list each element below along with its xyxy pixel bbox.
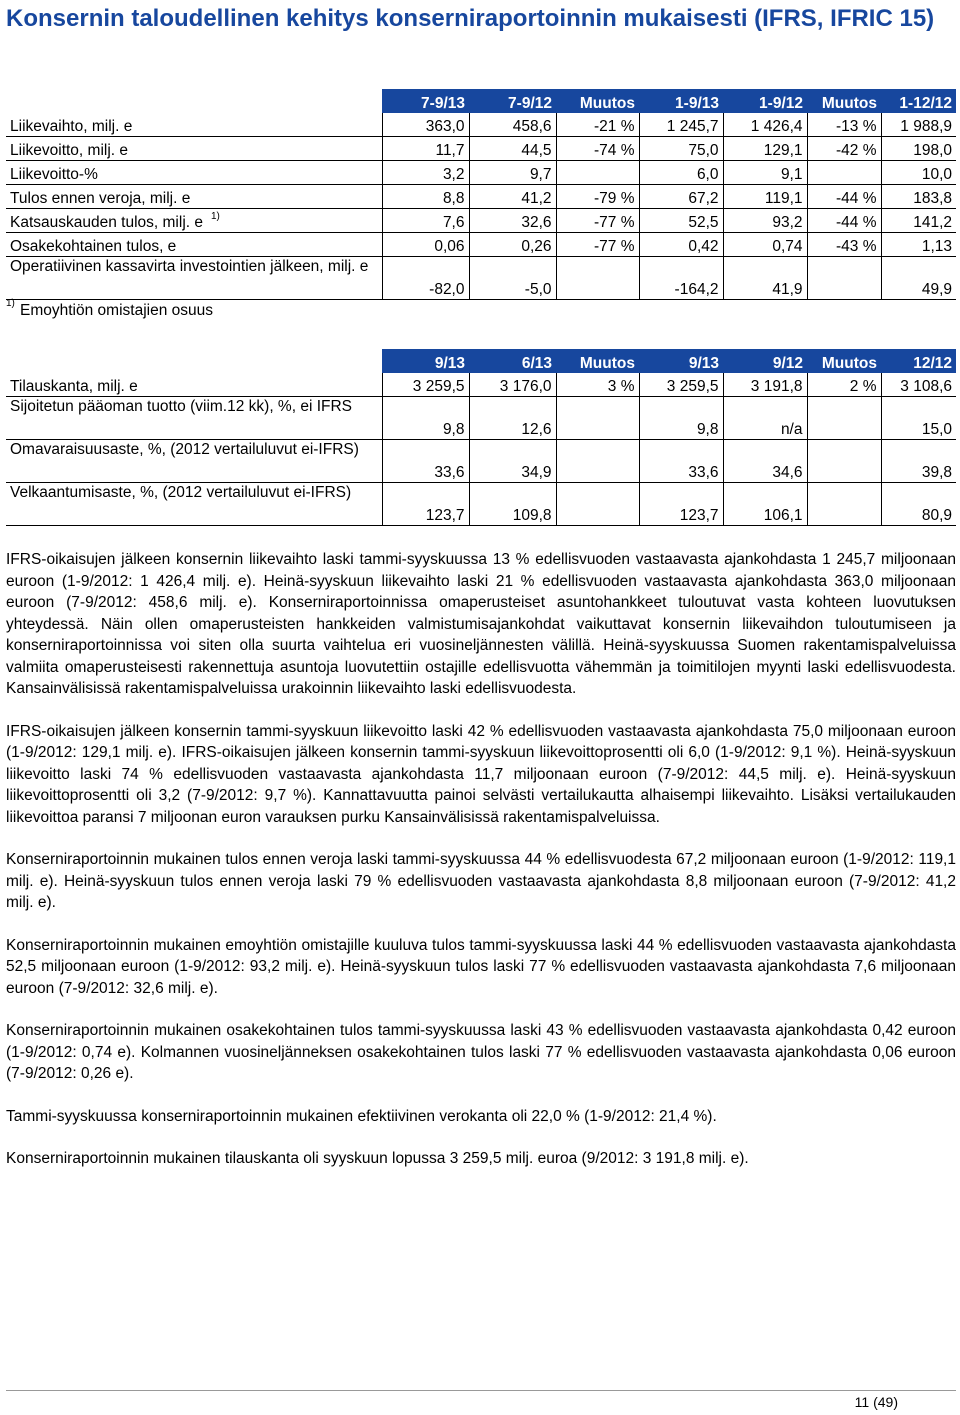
table-row — [6, 373, 956, 397]
column-header: Muutos — [556, 349, 639, 373]
table-cell: -77 % — [556, 209, 639, 233]
footer-rule — [6, 1390, 956, 1391]
column-header: 7-9/13 — [382, 89, 469, 113]
table-cell: 109,8 — [469, 483, 556, 526]
table-header-row — [6, 349, 956, 373]
table-cell: 198,0 — [881, 137, 956, 161]
paragraph: Konserniraportoinnin mukainen tilauskanta oli syyskuun lopussa 3 259,5 milj. euroa (9/2012: 3 191,8 milj. e). — [6, 1150, 749, 1167]
table-cell: 41,2 — [469, 185, 556, 209]
table-cell: 3 259,5 — [382, 373, 469, 397]
table-cell: -79 % — [556, 185, 639, 209]
row-label-text: Omavaraisuusaste, %, (2012 vertailuluvut ei-IFRS) — [10, 441, 359, 458]
table-cell: 15,0 — [881, 397, 956, 440]
column-header: 12/12 — [881, 349, 956, 373]
table-cell: 10,0 — [881, 161, 956, 185]
table-row — [6, 113, 956, 137]
row-label-text: Tulos ennen veroja, milj. e — [10, 190, 191, 207]
paragraph: Tammi-syyskuussa konserniraportoinnin mukainen efektiivinen verokanta oli 22,0 % (1-9/2012: 21,4 %). — [6, 1107, 717, 1125]
row-label — [6, 185, 382, 209]
paragraph: Konserniraportoinnin mukainen osakekohtainen tulos tammi-syyskuussa laski 43 % edellisvuoden vastaavasta ajankohdasta 0,42 euroon (1-9/2012: 0,74 e). Kolmannen vuosineljänneksen osakekohtainen tulos laski 77 % edellisvuoden vastaavasta ajankohdasta 0,06 euroon (7-9/2012: 0,26 e). — [6, 1022, 956, 1082]
table-cell: 9,8 — [382, 397, 469, 440]
row-label-text: Liikevoitto-% — [10, 166, 98, 183]
table-cell: 34,9 — [469, 440, 556, 483]
column-header: 7-9/12 — [469, 89, 556, 113]
table-cell: 3 259,5 — [639, 373, 723, 397]
column-header: 9/12 — [723, 349, 807, 373]
table-cell — [807, 257, 881, 300]
table-cell: 1,13 — [881, 233, 956, 257]
table-cell: 123,7 — [639, 483, 723, 526]
table-header-row — [6, 89, 956, 113]
spacer — [6, 322, 956, 349]
table-cell: 6,0 — [639, 161, 723, 185]
header-blank — [6, 89, 382, 113]
table-cell: 1 245,7 — [639, 113, 723, 137]
table-row — [6, 185, 956, 209]
table-row — [6, 440, 956, 483]
row-label-text: Katsauskauden tulos, milj. e — [10, 214, 203, 231]
paragraph: IFRS-oikaisujen jälkeen konsernin liikevaihto laski tammi-syyskuussa 13 % edellisvuoden vastaavasta ajankohdasta 1 245,7 miljoonaan euroon (1-9/2012: 1 426,4 milj. e). Heinä-syyskuun liikevaihto laski 21 % edellisvuoden vastaavasta ajankohdasta 363,0 miljoonaan euroon (7-9/2012: 458,6 milj. e). Konserniraportoinnissa omaperusteiset asuntohankkeet tuloutuvat vasta kohteen luovutuksen yhteydessä. Näin ollen omaperusteisten hankkeiden valmistumisajankohdat vaikuttavat konsernin liikevaihdon tuloutumiseen ja konserniraportoinnissa voi siten olla suurta vaihtelua eri vuosineljännesten välillä. Heinä-syyskuussa Suomen rakentamispalveluissa valmiita omaperusteisesti rakennettuja asuntoja luovutettiin ostajille edellisvuotta vähemmän ja toimitilojen myynti laski edellisvuodesta. Kansainvälisissä rakentamispalveluissa urakoinnin liikevaihto laski edellisvuodesta. — [6, 551, 956, 697]
table-cell: 129,1 — [723, 137, 807, 161]
table-row — [6, 233, 956, 257]
table-cell — [556, 397, 639, 440]
table-cell: 3 % — [556, 373, 639, 397]
row-label — [6, 257, 382, 300]
row-label — [6, 373, 382, 397]
table-cell: 32,6 — [469, 209, 556, 233]
table-cell: 0,42 — [639, 233, 723, 257]
table-cell: 49,9 — [881, 257, 956, 300]
row-label — [6, 209, 382, 233]
table-cell: -5,0 — [469, 257, 556, 300]
report-page — [6, 0, 956, 1191]
table-cell: 1 988,9 — [881, 113, 956, 137]
page-title: Konsernin taloudellinen kehitys konserniraportoinnin mukaisesti (IFRS, IFRIC 15) — [6, 5, 935, 32]
table-cell — [807, 397, 881, 440]
table-cell: 9,8 — [639, 397, 723, 440]
table-cell: 3,2 — [382, 161, 469, 185]
table-cell: 183,8 — [881, 185, 956, 209]
table-cell: 3 108,6 — [881, 373, 956, 397]
column-header: 9/13 — [639, 349, 723, 373]
column-header: 1-12/12 — [881, 89, 956, 113]
column-header: 9/13 — [382, 349, 469, 373]
table-cell: -74 % — [556, 137, 639, 161]
table-cell: 1 426,4 — [723, 113, 807, 137]
table-row — [6, 209, 956, 233]
row-label — [6, 137, 382, 161]
row-label-text: Osakekohtainen tulos, e — [10, 238, 177, 255]
order-backlog-table — [6, 349, 956, 526]
table-cell: 3 191,8 — [723, 373, 807, 397]
row-label — [6, 440, 382, 483]
table-cell — [556, 161, 639, 185]
table-row — [6, 397, 956, 440]
row-label-text: Tilauskanta, milj. e — [10, 378, 138, 395]
table-cell: -13 % — [807, 113, 881, 137]
paragraph: Konserniraportoinnin mukainen emoyhtiön omistajille kuuluva tulos tammi-syyskuussa laski 44 % edellisvuoden vastaavasta ajankohdasta 52,5 miljoonaan euroon (1-9/2012: 93,2 milj. e). Heinä-syyskuun tulos laski 77 % edellisvuoden vastaavasta ajankohdasta 7,6 miljoonaan euroon (7-9/2012: 32,6 milj. e). — [6, 936, 956, 997]
body-text — [6, 549, 956, 1170]
table-cell: 52,5 — [639, 209, 723, 233]
table-cell: 458,6 — [469, 113, 556, 137]
table-cell: -77 % — [556, 233, 639, 257]
table-cell — [556, 257, 639, 300]
column-header: 6/13 — [469, 349, 556, 373]
row-label — [6, 113, 382, 137]
table-row — [6, 257, 956, 300]
footnote-text: Emoyhtiön omistajien osuus — [20, 302, 213, 319]
table-cell: 3 176,0 — [469, 373, 556, 397]
table-cell: 0,26 — [469, 233, 556, 257]
footnote-reference: 1) — [211, 211, 220, 222]
table-row — [6, 161, 956, 185]
table-cell: 106,1 — [723, 483, 807, 526]
header-blank — [6, 349, 382, 373]
spacer — [6, 526, 956, 549]
table-cell: 9,7 — [469, 161, 556, 185]
table-cell: 34,6 — [723, 440, 807, 483]
table-cell — [556, 440, 639, 483]
table-cell: 67,2 — [639, 185, 723, 209]
table-cell: 44,5 — [469, 137, 556, 161]
table-cell: 141,2 — [881, 209, 956, 233]
column-header: Muutos — [807, 89, 881, 113]
row-label-text: Velkaantumisaste, %, (2012 vertailuluvut ei-IFRS) — [10, 484, 352, 501]
table-cell: 93,2 — [723, 209, 807, 233]
table-cell: 9,1 — [723, 161, 807, 185]
row-label-text: Sijoitetun pääoman tuotto (viim.12 kk), %, ei IFRS — [10, 398, 353, 415]
table-cell — [556, 483, 639, 526]
table-cell: n/a — [723, 397, 807, 440]
page-number: 11 (49) — [854, 1394, 898, 1410]
table-cell: 11,7 — [382, 137, 469, 161]
table-cell: -42 % — [807, 137, 881, 161]
table-cell: -21 % — [556, 113, 639, 137]
column-header: 1-9/13 — [639, 89, 723, 113]
table-cell: 7,6 — [382, 209, 469, 233]
row-label-text: Operatiivinen kassavirta investointien jälkeen, milj. e — [10, 258, 369, 275]
financial-table-body — [6, 89, 956, 300]
table-cell: -44 % — [807, 185, 881, 209]
table-cell: 123,7 — [382, 483, 469, 526]
column-header: Muutos — [556, 89, 639, 113]
order-backlog-table-body — [6, 349, 956, 526]
row-label — [6, 483, 382, 526]
paragraph: IFRS-oikaisujen jälkeen konsernin tammi-syyskuun liikevoitto laski 42 % edellisvuoden vastaavasta ajankohdasta 75,0 miljoonaan euroon (1-9/2012: 129,1 milj. e). IFRS-oikaisujen jälkeen konsernin tammi-syyskuun liikevoittoprosentti oli 6,0 (1-9/2012: 9,1 %). Heinä-syyskuun liikevoitto laski 74 % edellisvuoden vastaavasta ajankohdasta 11,7 miljoonaan euroon (7-9/2012: 44,5 milj. e). Heinä-syyskuun liikevoittoprosentti oli 3,2 (7-9/2012: 9,7 %). Kannattavuutta painoi selvästi vertailukautta alhaisempi liikevaihto. Lisäksi vertailukauden liikevoittoa paransi 7 miljoonan euron varauksen purku Kansainvälisissä rakentamispalveluissa. — [6, 722, 956, 826]
spacer — [6, 33, 956, 89]
table-cell: 363,0 — [382, 113, 469, 137]
table-cell: 33,6 — [382, 440, 469, 483]
table-cell: -164,2 — [639, 257, 723, 300]
paragraph: Konserniraportoinnin mukainen tulos ennen veroja laski tammi-syyskuussa 44 % edellisvuodesta 67,2 miljoonaan euroon (1-9/2012: 119,1 milj. e). Heinä-syyskuun tulos ennen veroja laski 79 % edellisvuoden vastaavasta ajankohdasta 8,8 miljoonaan euroon (7-9/2012: 41,2 milj. e). — [6, 851, 956, 911]
table-row — [6, 137, 956, 161]
row-label — [6, 233, 382, 257]
footnote-mark: 1) — [6, 298, 15, 309]
table-cell: -82,0 — [382, 257, 469, 300]
table-cell — [807, 161, 881, 185]
table-cell: 119,1 — [723, 185, 807, 209]
table-cell: 39,8 — [881, 440, 956, 483]
table-cell: 0,06 — [382, 233, 469, 257]
table-cell: 12,6 — [469, 397, 556, 440]
row-label-text: Liikevaihto, milj. e — [10, 118, 133, 135]
table-cell: 41,9 — [723, 257, 807, 300]
table-row — [6, 483, 956, 526]
table-cell — [807, 440, 881, 483]
table-cell: 33,6 — [639, 440, 723, 483]
row-label — [6, 397, 382, 440]
column-header: 1-9/12 — [723, 89, 807, 113]
row-label — [6, 161, 382, 185]
table-cell: 75,0 — [639, 137, 723, 161]
table-cell: 80,9 — [881, 483, 956, 526]
table-footnote — [6, 300, 956, 322]
table-cell: -43 % — [807, 233, 881, 257]
table-cell: 8,8 — [382, 185, 469, 209]
column-header: Muutos — [807, 349, 881, 373]
financial-table — [6, 89, 956, 300]
table-cell: -44 % — [807, 209, 881, 233]
table-cell: 0,74 — [723, 233, 807, 257]
table-cell: 2 % — [807, 373, 881, 397]
row-label-text: Liikevoitto, milj. e — [10, 142, 129, 159]
table-cell — [807, 483, 881, 526]
